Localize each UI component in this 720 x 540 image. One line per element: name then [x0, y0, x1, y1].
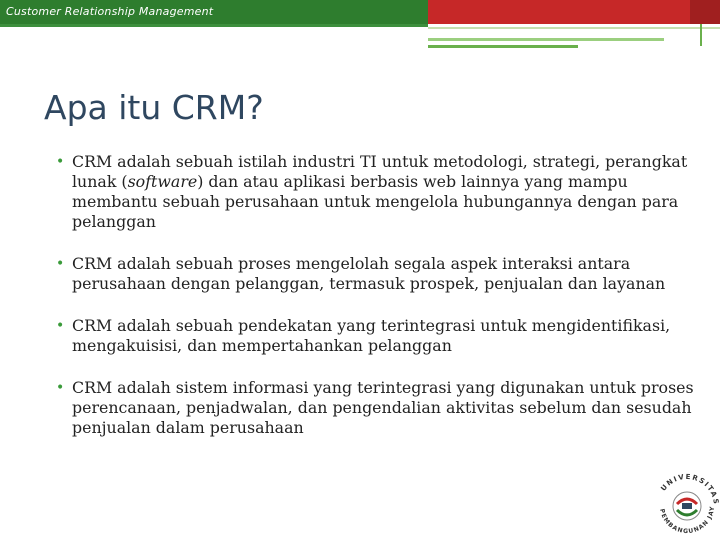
header-underline — [0, 24, 428, 27]
bullet-item — [56, 316, 696, 356]
bullet-text-part: CRM adalah sebuah istilah industri TI untuk metodologi, strategi, perangkat lunak ( — [72, 152, 688, 191]
header-stripe-3 — [428, 45, 578, 48]
bullet-list — [56, 152, 696, 460]
header-title: Customer Relationship Management — [6, 5, 214, 18]
bullet-text: CRM adalah sebuah proses mengelolah segala aspek interaksi antara perusahaan dengan pelanggan, termasuk prospek, penjualan dan layanan — [72, 254, 666, 293]
header-stripe-2 — [428, 38, 664, 41]
bullet-text-italic: software — [127, 172, 198, 191]
bullet-icon: • — [56, 256, 65, 272]
bullet-item — [56, 254, 696, 294]
header-accent-red — [428, 0, 720, 24]
slide-title: Apa itu CRM? — [44, 88, 264, 127]
bullet-item — [56, 152, 696, 232]
header-stripe-vertical — [700, 24, 702, 46]
bullet-icon: • — [56, 154, 65, 170]
header-accent-red-shade — [690, 0, 720, 24]
bullet-text: CRM adalah sistem informasi yang terintegrasi yang digunakan untuk proses perencanaan, penjadwalan, dan pengendalian aktivitas sebelum dan sesudah penjualan dalam perusahaan — [72, 378, 694, 437]
bullet-text: CRM adalah sebuah pendekatan yang terintegrasi untuk mengidentifikasi, mengakuisisi, dan mempertahankan pelanggan — [72, 316, 671, 355]
bullet-icon: • — [56, 318, 65, 334]
bullet-item — [56, 378, 696, 438]
svg-text:PEMBANGUNAN JAYA: PEMBANGUNAN JAY — [658, 505, 717, 536]
bullet-text — [72, 152, 687, 231]
bullet-text-part: ) dan atau aplikasi berbasis web lainnya yang mampu membantu sebuah perusahaan untuk mengelola hubungannya dengan para pelanggan — [72, 172, 679, 231]
header-stripe-1 — [428, 27, 720, 29]
svg-text:UNIVERSITAS: UNIVERSITAS — [659, 472, 720, 506]
bullet-icon: • — [56, 380, 65, 396]
university-logo — [652, 466, 720, 536]
